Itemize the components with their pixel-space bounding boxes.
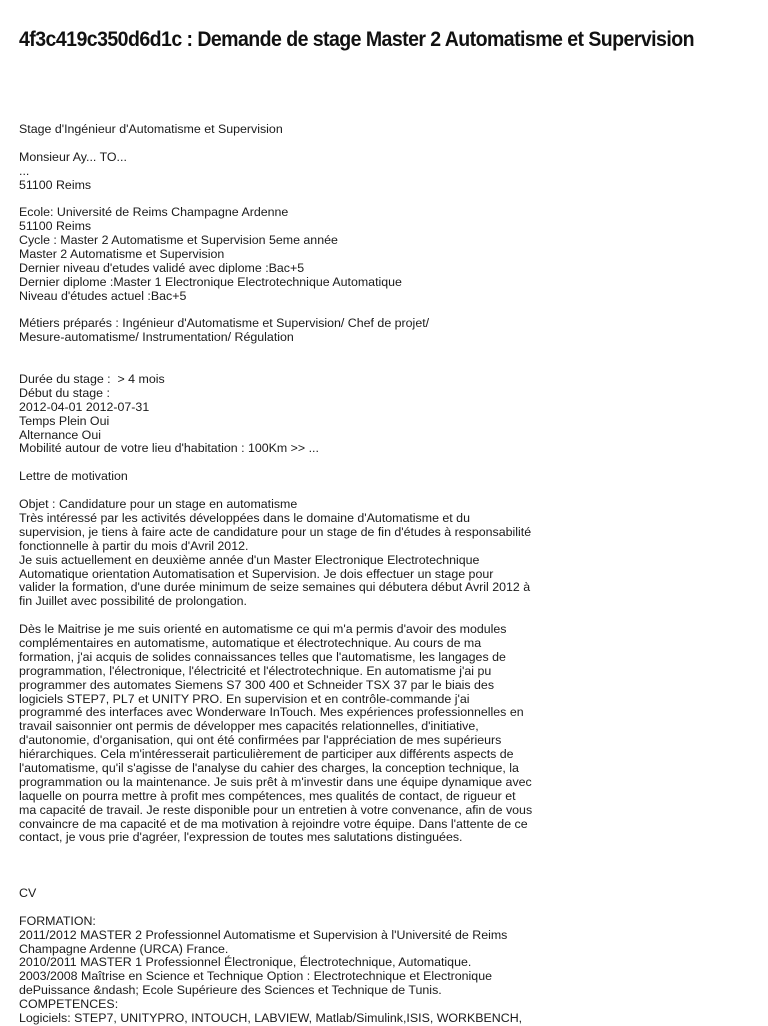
text-line: ma capacité de travail. Je reste disponible pour un entretien à votre convenance, afin de vous [19, 802, 533, 817]
text-line: Mesure-automatisme/ Instrumentation/ Régulation [19, 330, 294, 345]
text-line: Très intéressé par les activités développées dans le domaine d'Automatisme et du [19, 510, 470, 525]
text-line: Mobilité autour de votre lieu d'habitation : 100Km >> ... [19, 441, 319, 456]
text-line: valider la formation, d'une durée minimum de seize semaines qui débutera début Avril 2012 à [19, 580, 531, 595]
blank-line [19, 137, 759, 151]
text-line: programmation ou la maintenance. Je suis prêt à m'investir dans une équipe dynamique avec [19, 774, 532, 789]
text-line: Temps Plein Oui [19, 413, 110, 428]
text-line: Début du stage : [19, 385, 110, 400]
text-line: Cycle : Master 2 Automatisme et Supervision 5eme année [19, 233, 338, 248]
text-line: Champagne Ardenne (URCA) France. [19, 941, 229, 956]
blank-line [19, 845, 759, 859]
blank-line [19, 192, 759, 206]
text-line: l'automatisme, qu'il s'agisse de l'analyse du cahier des charges, la conception technique, la [19, 760, 519, 775]
text-line: programmation, l'électronique, l'électricité et l'électrotechnique. En automatisme j'ai pu [19, 663, 492, 678]
blank-line [19, 359, 759, 373]
text-line: supervision, je tiens à faire acte de candidature pour un stage de fin d'études à responsabilité [19, 524, 532, 539]
blank-line [19, 456, 759, 470]
text-line: d'autonomie, d'organisation, qui ont été confirmées par l'appréciation de mes supérieurs [19, 733, 502, 748]
text-line: ... [19, 163, 30, 178]
text-line: formation, j'ai acquis de solides connaissances telles que l'automatisme, les langages de [19, 649, 506, 664]
text-line: 2011/2012 MASTER 2 Professionnel Automatisme et Supervision à l'Université de Reims [19, 927, 508, 942]
text-line: Dès le Maitrise je me suis orienté en automatisme ce qui m'a permis d'avoir des modules [19, 622, 507, 637]
text-line: contact, je vous prie d'agréer, l'expression de toutes mes salutations distinguées. [19, 830, 463, 845]
text-line: Dernier diplome :Master 1 Electronique Electrotechnique Automatique [19, 274, 402, 289]
text-line: Logiciels: STEP7, UNITYPRO, INTOUCH, LABVIEW, Matlab/Simulink,ISIS, WORKBENCH, [19, 1011, 523, 1025]
text-line: COMPETENCES: [19, 997, 119, 1012]
text-line: fonctionnelle à partir du mois d'Avril 2012. [19, 538, 249, 553]
text-line: Lettre de motivation [19, 469, 128, 484]
text-line: programmer des automates Siemens S7 300 400 et Schneider TSX 37 par le biais des [19, 677, 495, 692]
document-title: 4f3c419c350d6d1c : Demande de stage Master 2 Automatisme et Supervision [19, 28, 694, 51]
text-line: 51100 Reims [19, 177, 92, 192]
text-line: 51100 Reims [19, 219, 92, 234]
text-line: programmé des interfaces avec Wonderware InTouch. Mes expériences professionnelles en [19, 705, 524, 720]
text-line: FORMATION: [19, 913, 96, 928]
blank-line [19, 609, 759, 623]
text-line: Automatique orientation Automatisation et Supervision. Je dois effectuer un stage pour [19, 566, 494, 581]
blank-line [19, 304, 759, 318]
text-line: Niveau d'études actuel :Bac+5 [19, 288, 187, 303]
text-line: Alternance Oui [19, 427, 101, 442]
blank-line [19, 873, 759, 887]
blank-line [19, 901, 759, 915]
document-body [19, 123, 759, 1026]
blank-line [19, 484, 759, 498]
text-line: fin Juillet avec possibilité de prolongation. [19, 594, 247, 609]
text-line: convaincre de ma capacité et de ma motivation à rejoindre votre équipe. Dans l'attente de ce [19, 816, 528, 831]
text-line: dePuissance &ndash; Ecole Supérieure des Sciences et Technique de Tunis. [19, 983, 442, 998]
text-line: CV [19, 885, 37, 900]
text-line: laquelle on pourra mettre à profit mes compétences, mes qualités de contact, de rigueur et [19, 788, 516, 803]
text-line: Métiers préparés : Ingénieur d'Automatisme et Supervision/ Chef de projet/ [19, 316, 430, 331]
text-line: 2012-04-01 2012-07-31 [19, 399, 150, 414]
text-line: complémentaires en automatisme, automatique et électrotechnique. Au cours de ma [19, 635, 482, 650]
text-line: travail saisonnier ont permis de développer mes capacités relationnelles, d'initiative, [19, 719, 479, 734]
text-line: hiérarchiques. Cela m'intéresserait particulièrement de participer aux différents aspects de [19, 747, 514, 762]
text-line: Durée du stage : > 4 mois [19, 372, 165, 387]
text-line: Stage d'Ingénieur d'Automatisme et Supervision [19, 122, 283, 136]
text-line: logiciels STEP7, PL7 et UNITY PRO. En supervision et en contrôle-commande j'ai [19, 691, 470, 706]
blank-line [19, 859, 759, 873]
text-line: 2010/2011 MASTER 1 Professionnel Électronique, Électrotechnique, Automatique. [19, 955, 472, 970]
text-line: Je suis actuellement en deuxième année d'un Master Electronique Electrotechnique [19, 552, 480, 567]
text-line: Master 2 Automatisme et Supervision [19, 247, 225, 262]
text-line: Objet : Candidature pour un stage en automatisme [19, 497, 298, 512]
text-line: Dernier niveau d'etudes validé avec diplome :Bac+5 [19, 260, 305, 275]
text-line: Monsieur Ay... TO... [19, 149, 127, 164]
text-line: 2003/2008 Maîtrise en Science et Technique Option : Electrotechnique et Electronique [19, 969, 492, 984]
text-line: Ecole: Université de Reims Champagne Ardenne [19, 205, 289, 220]
blank-line [19, 345, 759, 359]
